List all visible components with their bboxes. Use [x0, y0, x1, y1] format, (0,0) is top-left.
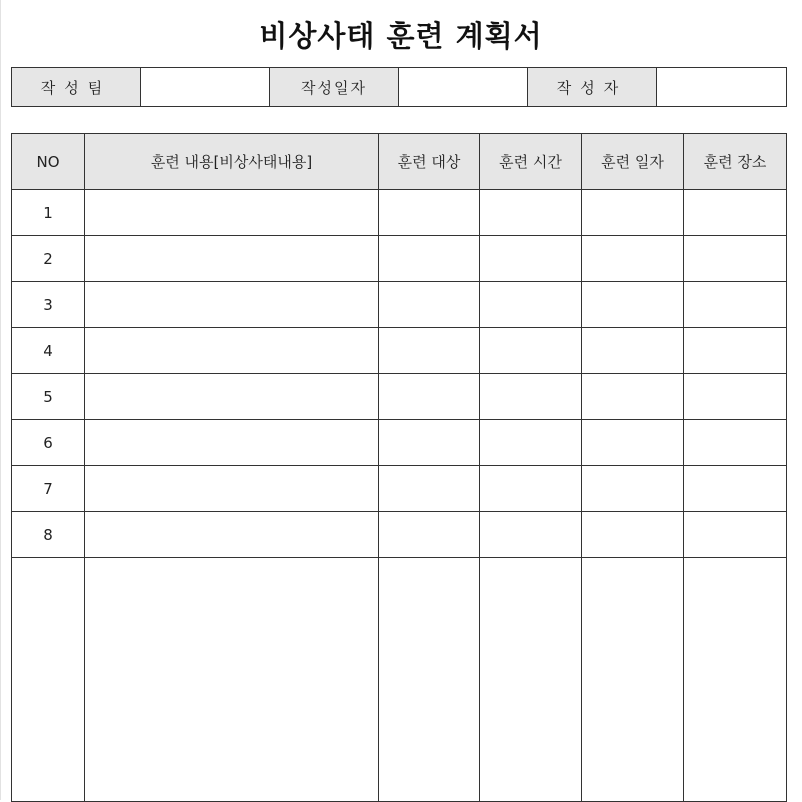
- time-cell[interactable]: [480, 558, 582, 802]
- row-number: 7: [12, 466, 85, 512]
- time-cell[interactable]: [480, 512, 582, 558]
- target-cell[interactable]: [379, 558, 480, 802]
- table-row: [12, 282, 787, 328]
- row-number: 3: [12, 282, 85, 328]
- row-number: [12, 558, 85, 802]
- content-cell[interactable]: [85, 558, 379, 802]
- content-cell[interactable]: [85, 466, 379, 512]
- target-cell[interactable]: [379, 236, 480, 282]
- content-cell[interactable]: [85, 282, 379, 328]
- time-cell[interactable]: [480, 236, 582, 282]
- date-cell[interactable]: [582, 374, 684, 420]
- header-target: 훈련 대상: [379, 134, 480, 190]
- table-row-blank: [12, 558, 787, 802]
- time-cell[interactable]: [480, 190, 582, 236]
- place-cell[interactable]: [684, 558, 787, 802]
- place-cell[interactable]: [684, 374, 787, 420]
- date-cell[interactable]: [582, 466, 684, 512]
- place-cell[interactable]: [684, 328, 787, 374]
- time-cell[interactable]: [480, 420, 582, 466]
- author-value-cell[interactable]: [657, 68, 787, 107]
- target-cell[interactable]: [379, 282, 480, 328]
- content-cell[interactable]: [85, 512, 379, 558]
- author-label: 작성자: [528, 68, 657, 107]
- team-label: 작성팀: [12, 68, 141, 107]
- row-number: 6: [12, 420, 85, 466]
- page-edge: [0, 0, 1, 800]
- date-cell[interactable]: [582, 558, 684, 802]
- time-cell[interactable]: [480, 282, 582, 328]
- table-row: [12, 420, 787, 466]
- time-cell[interactable]: [480, 466, 582, 512]
- place-cell[interactable]: [684, 190, 787, 236]
- content-cell[interactable]: [85, 236, 379, 282]
- table-row: [12, 374, 787, 420]
- content-cell[interactable]: [85, 190, 379, 236]
- place-cell[interactable]: [684, 420, 787, 466]
- header-content: 훈련 내용[비상사태내용]: [85, 134, 379, 190]
- date-cell[interactable]: [582, 282, 684, 328]
- header-time: 훈련 시간: [480, 134, 582, 190]
- place-cell[interactable]: [684, 512, 787, 558]
- date-cell[interactable]: [582, 328, 684, 374]
- table-header-row: [12, 134, 787, 190]
- date-cell[interactable]: [582, 236, 684, 282]
- header-no: NO: [12, 134, 85, 190]
- target-cell[interactable]: [379, 328, 480, 374]
- date-label: 작성일자: [270, 68, 399, 107]
- training-plan-table: [11, 133, 787, 802]
- header-place: 훈련 장소: [684, 134, 787, 190]
- target-cell[interactable]: [379, 512, 480, 558]
- time-cell[interactable]: [480, 374, 582, 420]
- target-cell[interactable]: [379, 466, 480, 512]
- time-cell[interactable]: [480, 328, 582, 374]
- target-cell[interactable]: [379, 374, 480, 420]
- place-cell[interactable]: [684, 236, 787, 282]
- row-number: 1: [12, 190, 85, 236]
- table-row: [12, 190, 787, 236]
- table-row: [12, 236, 787, 282]
- date-cell[interactable]: [582, 420, 684, 466]
- author-info-table: [11, 67, 787, 107]
- date-value-cell[interactable]: [399, 68, 528, 107]
- date-cell[interactable]: [582, 190, 684, 236]
- target-cell[interactable]: [379, 190, 480, 236]
- row-number: 5: [12, 374, 85, 420]
- row-number: 2: [12, 236, 85, 282]
- table-row: [12, 512, 787, 558]
- document-title: 비상사태 훈련 계획서: [259, 19, 543, 53]
- place-cell[interactable]: [684, 282, 787, 328]
- table-row: [12, 466, 787, 512]
- team-value-cell[interactable]: [141, 68, 270, 107]
- place-cell[interactable]: [684, 466, 787, 512]
- content-cell[interactable]: [85, 420, 379, 466]
- content-cell[interactable]: [85, 328, 379, 374]
- target-cell[interactable]: [379, 420, 480, 466]
- content-cell[interactable]: [85, 374, 379, 420]
- date-cell[interactable]: [582, 512, 684, 558]
- header-date: 훈련 일자: [582, 134, 684, 190]
- row-number: 8: [12, 512, 85, 558]
- row-number: 4: [12, 328, 85, 374]
- table-row: [12, 328, 787, 374]
